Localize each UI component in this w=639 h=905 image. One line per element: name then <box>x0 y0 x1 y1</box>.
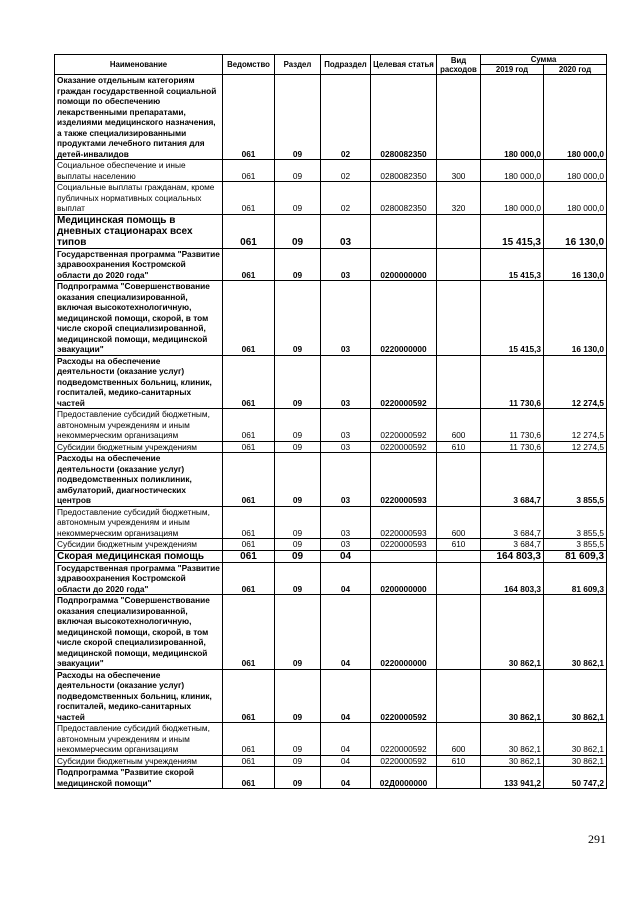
table-cell-type: 600 <box>437 409 481 442</box>
table-cell-subsection: 03 <box>321 214 371 248</box>
table-row <box>55 248 607 281</box>
table-cell-subsection: 02 <box>321 75 371 160</box>
table-cell-section: 09 <box>275 669 321 723</box>
table-cell-target: 0220000000 <box>371 595 437 670</box>
table-cell-2020: 16 130,0 <box>544 248 607 281</box>
table-cell-section: 09 <box>275 723 321 756</box>
table-cell-name: Субсидии бюджетным учреждениям <box>55 755 223 767</box>
header-section: Раздел <box>275 55 321 75</box>
table-cell-subsection: 04 <box>321 755 371 767</box>
table-cell-subsection: 03 <box>321 453 371 507</box>
budget-table <box>54 54 607 789</box>
table-cell-subsection: 04 <box>321 767 371 789</box>
table-cell-target: 0200000000 <box>371 562 437 595</box>
table-cell-subsection: 03 <box>321 539 371 551</box>
table-cell-2019: 15 415,3 <box>481 248 544 281</box>
table-cell-2020: 16 130,0 <box>544 214 607 248</box>
table-row <box>55 355 607 409</box>
header-type: Вид расходов <box>437 55 481 75</box>
table-cell-dept: 061 <box>223 248 275 281</box>
table-cell-name: Расходы на обеспечение деятельности (оказание услуг) подведомственных больниц, клиник, госпиталей, медико-санитарных частей <box>55 669 223 723</box>
table-cell-dept: 061 <box>223 595 275 670</box>
table-cell-target: 0220000593 <box>371 453 437 507</box>
table-cell-2020: 3 855,5 <box>544 453 607 507</box>
table-cell-type <box>437 562 481 595</box>
table-cell-target <box>371 550 437 562</box>
table-cell-2020: 12 274,5 <box>544 441 607 453</box>
table-cell-name: Социальное обеспечение и иные выплаты населению <box>55 160 223 182</box>
table-row <box>55 669 607 723</box>
table-cell-dept: 061 <box>223 562 275 595</box>
table-cell-2020: 81 609,3 <box>544 550 607 562</box>
table-cell-2020: 3 855,5 <box>544 539 607 551</box>
table-cell-2020: 30 862,1 <box>544 723 607 756</box>
table-cell-type: 610 <box>437 755 481 767</box>
table-row <box>55 506 607 539</box>
table-cell-dept: 061 <box>223 214 275 248</box>
table-cell-target: 0220000592 <box>371 441 437 453</box>
table-cell-2020: 30 862,1 <box>544 755 607 767</box>
table-cell-name: Скорая медицинская помощь <box>55 550 223 562</box>
table-row <box>55 281 607 356</box>
table-cell-subsection: 02 <box>321 160 371 182</box>
table-cell-target: 0220000592 <box>371 355 437 409</box>
table-cell-2019: 180 000,0 <box>481 160 544 182</box>
table-cell-type: 600 <box>437 506 481 539</box>
table-cell-name: Оказание отдельным категориям граждан государственной социальной помощи по обеспечению лекарственными препаратами, изделиями медицинского назначения, а также специализированными продуктами лечебного питания для детей-инвалидов <box>55 75 223 160</box>
table-cell-subsection: 03 <box>321 441 371 453</box>
table-row <box>55 409 607 442</box>
table-cell-dept: 061 <box>223 441 275 453</box>
table-cell-2020: 81 609,3 <box>544 562 607 595</box>
table-cell-2020: 180 000,0 <box>544 160 607 182</box>
table-cell-subsection: 04 <box>321 562 371 595</box>
table-cell-2019: 30 862,1 <box>481 669 544 723</box>
table-cell-dept: 061 <box>223 723 275 756</box>
table-cell-type <box>437 669 481 723</box>
table-row <box>55 562 607 595</box>
table-cell-type <box>437 453 481 507</box>
table-cell-section: 09 <box>275 160 321 182</box>
table-cell-dept: 061 <box>223 669 275 723</box>
table-cell-type <box>437 75 481 160</box>
table-cell-name: Социальные выплаты гражданам, кроме публичных нормативных социальных выплат <box>55 182 223 215</box>
table-cell-2019: 30 862,1 <box>481 723 544 756</box>
table-cell-target: 0220000592 <box>371 669 437 723</box>
table-cell-name: Предоставление субсидий бюджетным, автономным учреждениям и иным некоммерческим организациям <box>55 506 223 539</box>
table-cell-section: 09 <box>275 755 321 767</box>
table-cell-name: Подпрограмма "Совершенствование оказания специализированной, включая высокотехнологичную, медицинской помощи, скорой, в том числе скорой специализированной, медицинской помощи, медицинской эвакуации" <box>55 595 223 670</box>
page-number: 291 <box>588 832 606 846</box>
table-cell-2020: 180 000,0 <box>544 182 607 215</box>
header-dept: Ведомство <box>223 55 275 75</box>
table-row <box>55 160 607 182</box>
table-cell-2019: 11 730,6 <box>481 355 544 409</box>
table-cell-target: 0220000592 <box>371 755 437 767</box>
table-cell-section: 09 <box>275 75 321 160</box>
table-cell-target: 0220000592 <box>371 409 437 442</box>
table-cell-type: 320 <box>437 182 481 215</box>
table-cell-section: 09 <box>275 182 321 215</box>
table-cell-dept: 061 <box>223 453 275 507</box>
table-cell-target: 0220000592 <box>371 723 437 756</box>
table-cell-type: 300 <box>437 160 481 182</box>
table-cell-type <box>437 248 481 281</box>
table-cell-2019: 15 415,3 <box>481 214 544 248</box>
table-cell-name: Субсидии бюджетным учреждениям <box>55 441 223 453</box>
table-cell-name: Предоставление субсидий бюджетным, автономным учреждениям и иным некоммерческим организациям <box>55 409 223 442</box>
table-cell-2020: 16 130,0 <box>544 281 607 356</box>
table-cell-type <box>437 281 481 356</box>
table-cell-2019: 15 415,3 <box>481 281 544 356</box>
table-cell-dept: 061 <box>223 409 275 442</box>
header-subsection: Подраздел <box>321 55 371 75</box>
table-cell-dept: 061 <box>223 75 275 160</box>
table-cell-type <box>437 595 481 670</box>
table-cell-2020: 50 747,2 <box>544 767 607 789</box>
table-cell-name: Государственная программа "Развитие здравоохранения Костромской области до 2020 года" <box>55 248 223 281</box>
table-cell-name: Предоставление субсидий бюджетным, автономным учреждениям и иным некоммерческим организациям <box>55 723 223 756</box>
table-cell-section: 09 <box>275 539 321 551</box>
table-cell-target: 0280082350 <box>371 182 437 215</box>
header-sum: Сумма <box>481 55 607 65</box>
table-cell-2019: 11 730,6 <box>481 441 544 453</box>
table-cell-2019: 164 803,3 <box>481 550 544 562</box>
table-cell-name: Расходы на обеспечение деятельности (оказание услуг) подведомственных больниц, клиник, госпиталей, медико-санитарных частей <box>55 355 223 409</box>
table-cell-dept: 061 <box>223 539 275 551</box>
table-row <box>55 755 607 767</box>
table-row <box>55 441 607 453</box>
table-cell-subsection: 03 <box>321 281 371 356</box>
table-cell-subsection: 04 <box>321 595 371 670</box>
table-cell-2020: 180 000,0 <box>544 75 607 160</box>
table-cell-subsection: 02 <box>321 182 371 215</box>
table-cell-dept: 061 <box>223 160 275 182</box>
table-cell-2019: 164 803,3 <box>481 562 544 595</box>
table-cell-type <box>437 355 481 409</box>
table-cell-dept: 061 <box>223 550 275 562</box>
table-cell-section: 09 <box>275 281 321 356</box>
header-2019: 2019 год <box>481 65 544 75</box>
table-cell-2019: 3 684,7 <box>481 453 544 507</box>
table-cell-section: 09 <box>275 409 321 442</box>
table-cell-2019: 30 862,1 <box>481 755 544 767</box>
table-cell-type <box>437 550 481 562</box>
table-cell-section: 09 <box>275 441 321 453</box>
table-cell-target: 02Д0000000 <box>371 767 437 789</box>
table-cell-subsection: 03 <box>321 409 371 442</box>
table-cell-2019: 180 000,0 <box>481 182 544 215</box>
table-cell-2019: 180 000,0 <box>481 75 544 160</box>
table-cell-2019: 11 730,6 <box>481 409 544 442</box>
table-row <box>55 182 607 215</box>
table-cell-subsection: 03 <box>321 248 371 281</box>
table-cell-section: 09 <box>275 453 321 507</box>
table-cell-target: 0220000593 <box>371 539 437 551</box>
table-cell-target: 0220000000 <box>371 281 437 356</box>
table-cell-2019: 3 684,7 <box>481 539 544 551</box>
table-cell-2020: 12 274,5 <box>544 355 607 409</box>
table-cell-target: 0200000000 <box>371 248 437 281</box>
table-cell-2020: 3 855,5 <box>544 506 607 539</box>
header-name: Наименование <box>55 55 223 75</box>
table-row <box>55 723 607 756</box>
table-row <box>55 550 607 562</box>
table-row <box>55 75 607 160</box>
table-cell-section: 09 <box>275 214 321 248</box>
table-cell-2019: 3 684,7 <box>481 506 544 539</box>
table-cell-section: 09 <box>275 248 321 281</box>
table-cell-2019: 133 941,2 <box>481 767 544 789</box>
table-cell-name: Расходы на обеспечение деятельности (оказание услуг) подведомственных поликлиник, амбулаторий, диагностических центров <box>55 453 223 507</box>
table-row <box>55 539 607 551</box>
table-cell-section: 09 <box>275 767 321 789</box>
table-cell-section: 09 <box>275 595 321 670</box>
table-cell-dept: 061 <box>223 506 275 539</box>
table-cell-2020: 30 862,1 <box>544 595 607 670</box>
table-cell-2020: 30 862,1 <box>544 669 607 723</box>
table-cell-section: 09 <box>275 550 321 562</box>
table-cell-dept: 061 <box>223 281 275 356</box>
table-cell-type <box>437 214 481 248</box>
table-body <box>55 75 607 789</box>
table-row <box>55 595 607 670</box>
table-cell-dept: 061 <box>223 767 275 789</box>
table-cell-target: 0220000593 <box>371 506 437 539</box>
table-cell-subsection: 03 <box>321 506 371 539</box>
table-cell-2020: 12 274,5 <box>544 409 607 442</box>
table-cell-target: 0280082350 <box>371 75 437 160</box>
header-target: Целевая статья <box>371 55 437 75</box>
table-row <box>55 767 607 789</box>
table-cell-subsection: 03 <box>321 355 371 409</box>
table-cell-name: Субсидии бюджетным учреждениям <box>55 539 223 551</box>
table-row <box>55 214 607 248</box>
table-cell-name: Подпрограмма "Развитие скорой медицинской помощи" <box>55 767 223 789</box>
table-cell-name: Медицинская помощь в дневных стационарах всех типов <box>55 214 223 248</box>
table-cell-type: 600 <box>437 723 481 756</box>
table-cell-type <box>437 767 481 789</box>
table-cell-dept: 061 <box>223 755 275 767</box>
table-cell-section: 09 <box>275 355 321 409</box>
table-cell-subsection: 04 <box>321 669 371 723</box>
table-cell-subsection: 04 <box>321 550 371 562</box>
table-cell-2019: 30 862,1 <box>481 595 544 670</box>
table-cell-name: Подпрограмма "Совершенствование оказания специализированной, включая высокотехнологичную, медицинской помощи, скорой, в том числе скорой специализированной, медицинской помощи, медицинской эвакуации" <box>55 281 223 356</box>
table-cell-dept: 061 <box>223 182 275 215</box>
table-cell-target: 0280082350 <box>371 160 437 182</box>
table-cell-target <box>371 214 437 248</box>
table-cell-type: 610 <box>437 441 481 453</box>
table-cell-dept: 061 <box>223 355 275 409</box>
table-row <box>55 453 607 507</box>
table-cell-name: Государственная программа "Развитие здравоохранения Костромской области до 2020 года" <box>55 562 223 595</box>
header-2020: 2020 год <box>544 65 607 75</box>
header-row <box>55 55 607 65</box>
table-cell-subsection: 04 <box>321 723 371 756</box>
table-cell-section: 09 <box>275 506 321 539</box>
table-cell-section: 09 <box>275 562 321 595</box>
table-cell-type: 610 <box>437 539 481 551</box>
